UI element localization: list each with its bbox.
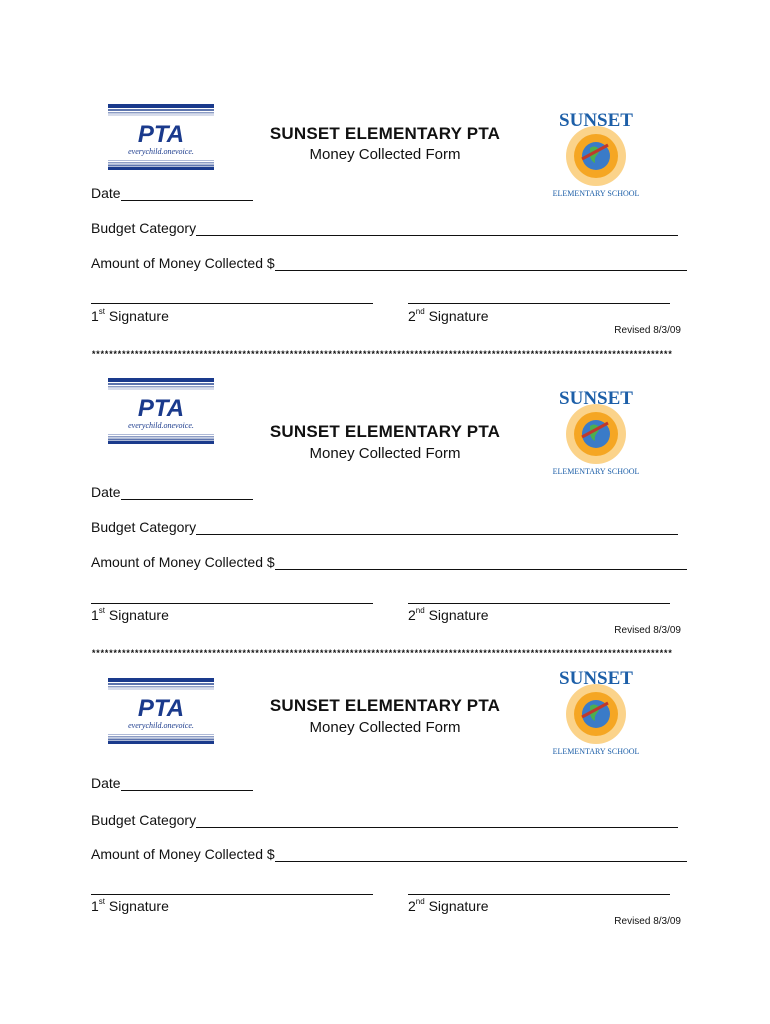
signature-1-line[interactable]	[91, 894, 373, 895]
cut-line-divider: ***************************************************************************************************************************************	[91, 350, 672, 360]
svg-text:ELEMENTARY SCHOOL: ELEMENTARY SCHOOL	[552, 747, 640, 756]
svg-text:everychild.onevoice.: everychild.onevoice.	[128, 147, 194, 156]
amount-label: Amount of Money Collected $	[91, 554, 275, 570]
amount-field[interactable]	[91, 844, 687, 862]
signature-2-label: 2nd Signature	[408, 307, 489, 324]
svg-text:SUNSET: SUNSET	[559, 388, 633, 409]
amount-field[interactable]	[91, 552, 687, 570]
amount-label: Amount of Money Collected $	[91, 255, 275, 271]
svg-text:ELEMENTARY SCHOOL: ELEMENTARY SCHOOL	[552, 467, 640, 476]
svg-text:ELEMENTARY SCHOOL: ELEMENTARY SCHOOL	[552, 189, 640, 198]
form-title: SUNSET ELEMENTARY PTA	[269, 696, 501, 715]
date-field[interactable]	[91, 482, 253, 500]
revised-date: Revised 8/3/09	[614, 325, 681, 336]
budget-category-field[interactable]	[91, 810, 678, 828]
budget-category-line[interactable]	[196, 519, 678, 535]
svg-text:SUNSET: SUNSET	[559, 110, 633, 131]
signature-1-line[interactable]	[91, 603, 373, 604]
cut-line-divider: ***************************************************************************************************************************************	[91, 649, 672, 659]
svg-text:everychild.onevoice.: everychild.onevoice.	[128, 721, 194, 730]
svg-text:PTA: PTA	[137, 121, 185, 148]
signature-1-label: 1st Signature	[91, 897, 169, 914]
svg-text:SUNSET: SUNSET	[559, 668, 633, 689]
budget-category-label: Budget Category	[91, 519, 197, 535]
budget-category-label: Budget Category	[91, 812, 197, 828]
signature-1-line[interactable]	[91, 303, 373, 304]
svg-text:everychild.onevoice.: everychild.onevoice.	[128, 421, 194, 430]
signature-2-label: 2nd Signature	[408, 897, 489, 914]
budget-category-field[interactable]	[91, 517, 678, 535]
date-field[interactable]	[91, 773, 253, 791]
revised-date: Revised 8/3/09	[614, 625, 681, 636]
svg-text:PTA: PTA	[137, 395, 185, 422]
budget-category-label: Budget Category	[91, 220, 197, 236]
globe-icon	[582, 700, 610, 728]
sunset-school-seal	[536, 668, 656, 756]
signature-2-line[interactable]	[408, 603, 670, 604]
amount-label: Amount of Money Collected $	[91, 846, 275, 862]
revised-date: Revised 8/3/09	[614, 916, 681, 927]
form-title: SUNSET ELEMENTARY PTA	[269, 124, 501, 143]
date-line[interactable]	[121, 484, 253, 500]
date-line[interactable]	[121, 775, 253, 791]
globe-icon	[582, 420, 610, 448]
amount-line[interactable]	[275, 554, 687, 570]
signature-2-line[interactable]	[408, 894, 670, 895]
date-label: Date	[91, 185, 121, 201]
form-title: SUNSET ELEMENTARY PTA	[269, 422, 501, 441]
form-subtitle: Money Collected Form	[309, 719, 461, 736]
form-subtitle: Money Collected Form	[309, 146, 461, 163]
signature-2-label: 2nd Signature	[408, 606, 489, 623]
sunset-school-seal	[536, 388, 656, 476]
budget-category-line[interactable]	[196, 812, 678, 828]
form-subtitle: Money Collected Form	[309, 445, 461, 462]
svg-text:PTA: PTA	[137, 695, 185, 722]
signature-2-line[interactable]	[408, 303, 670, 304]
date-label: Date	[91, 775, 121, 791]
signature-1-label: 1st Signature	[91, 307, 169, 324]
amount-line[interactable]	[275, 846, 687, 862]
signature-1-label: 1st Signature	[91, 606, 169, 623]
date-label: Date	[91, 484, 121, 500]
